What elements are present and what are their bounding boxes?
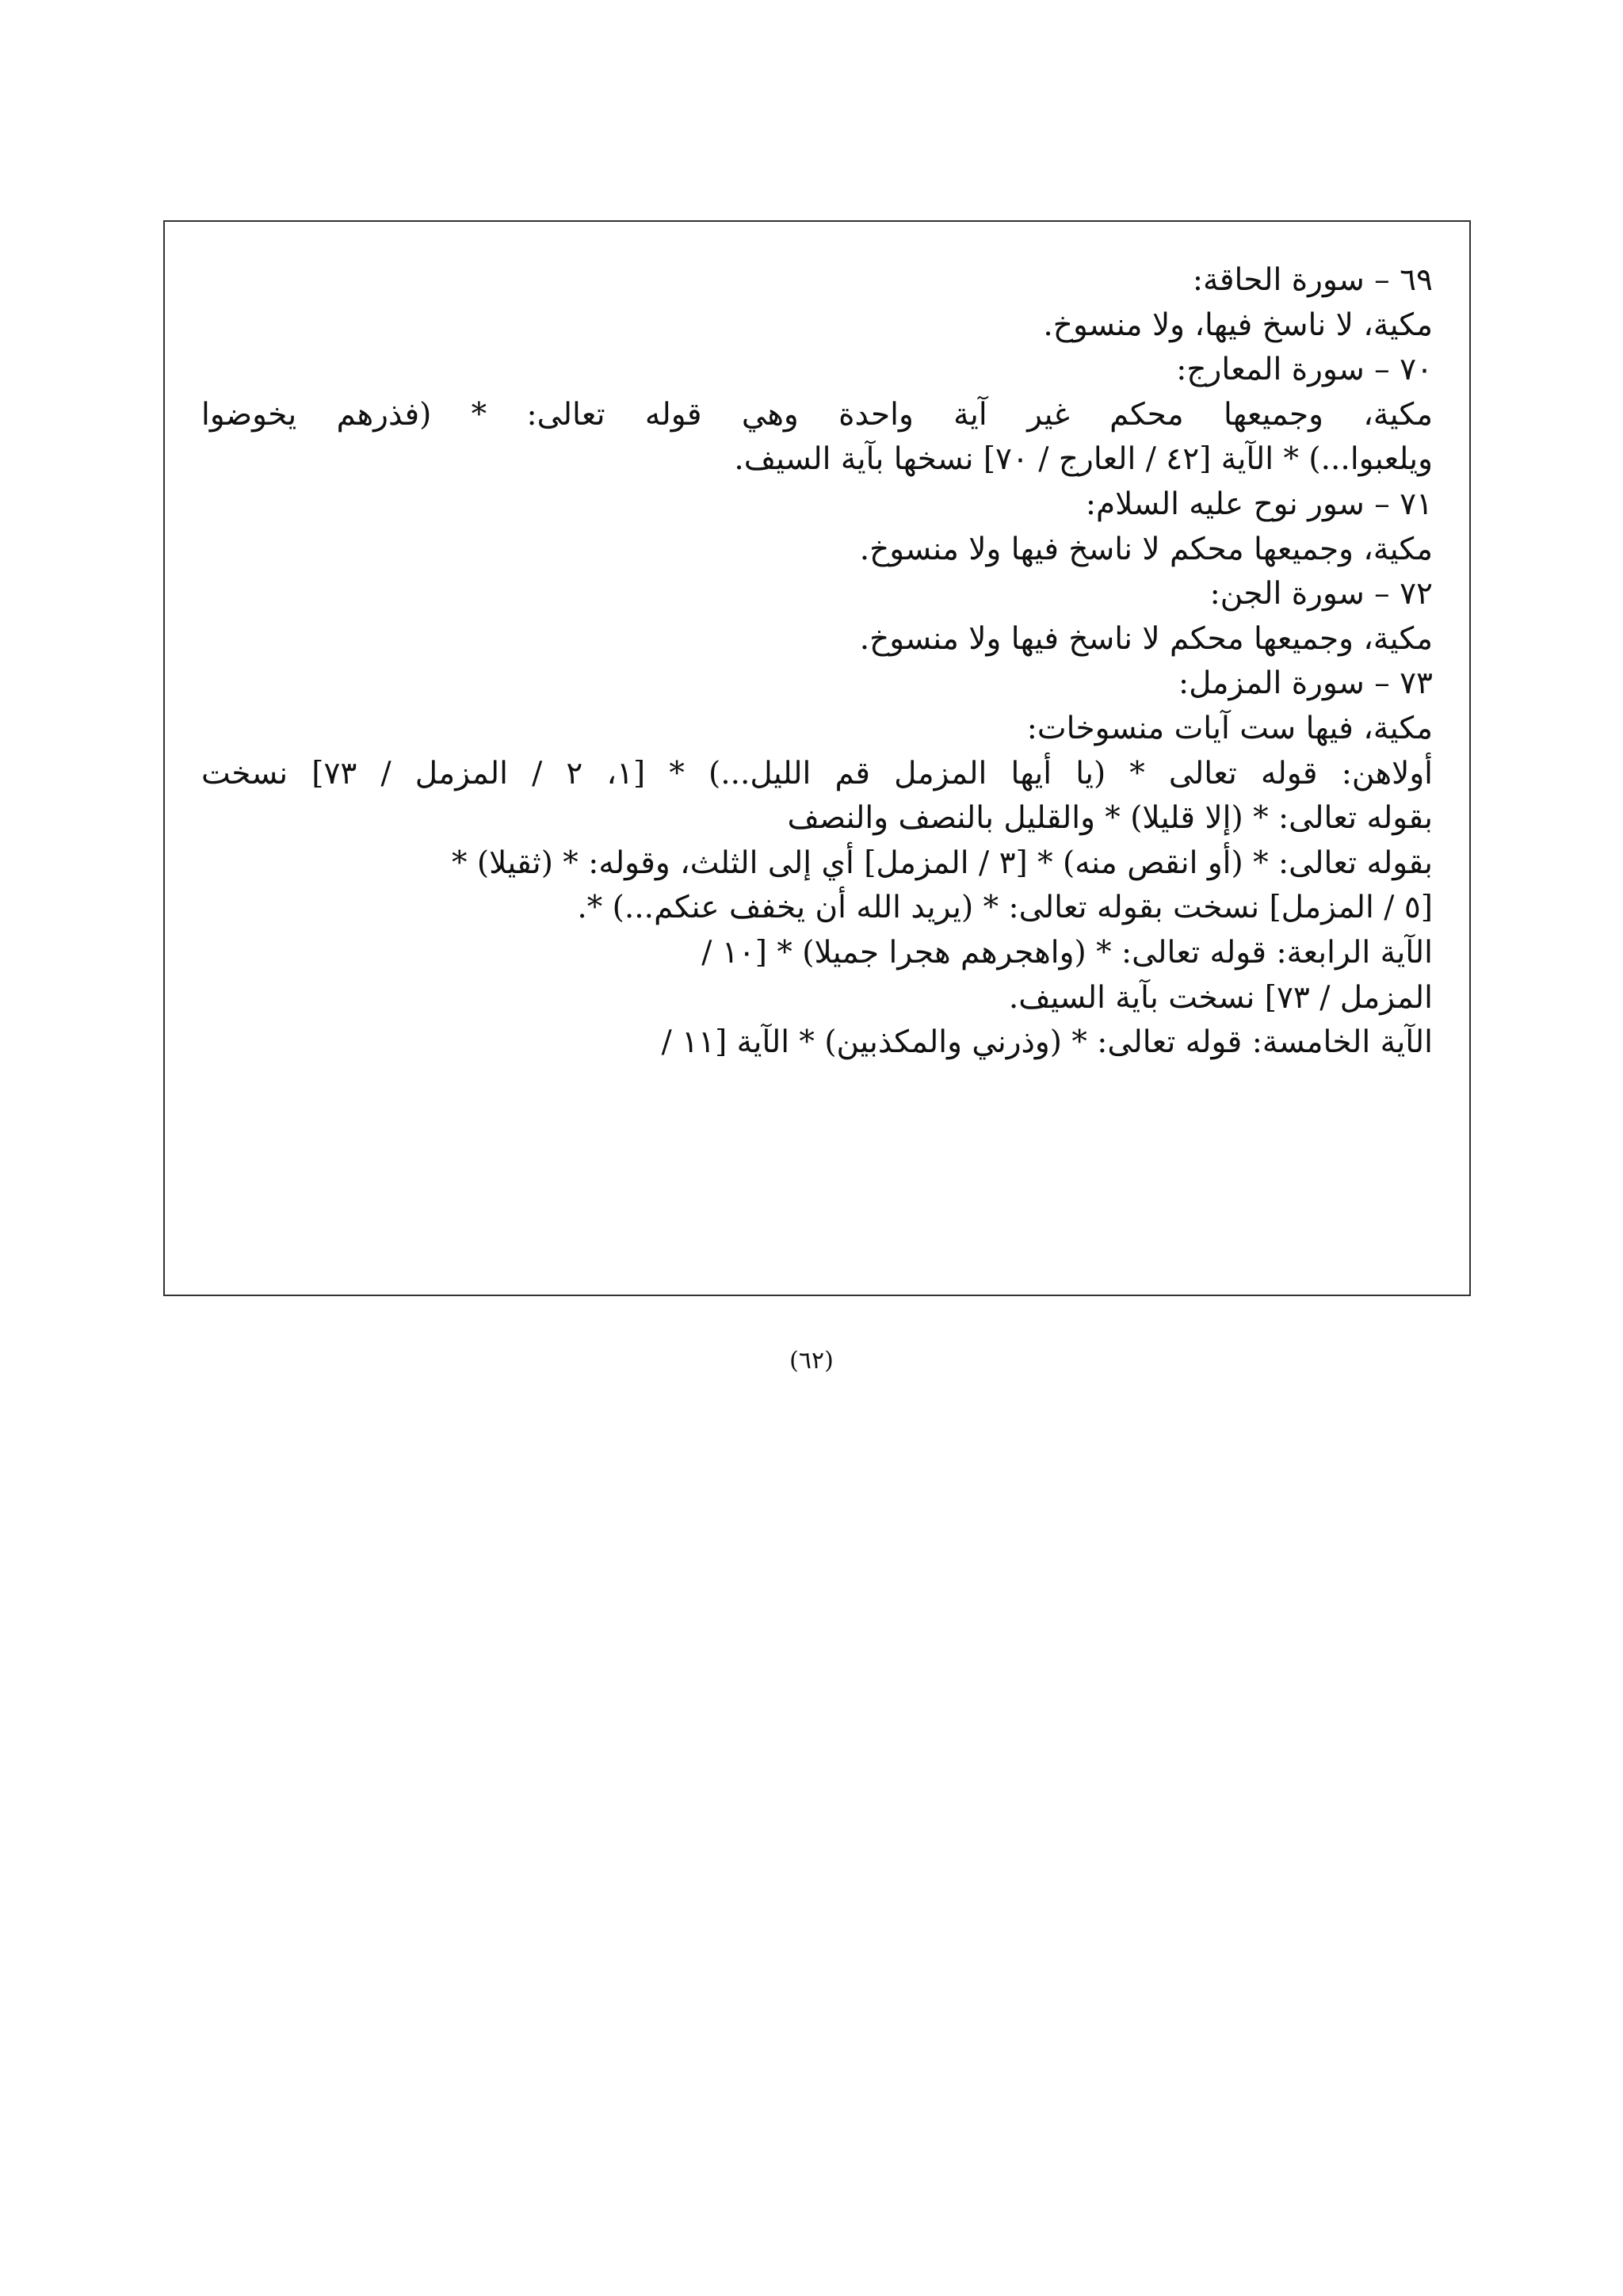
surah-heading-73: ٧٣ – سورة المزمل:: [1178, 666, 1433, 702]
text-line: مكية، وجميعها محكم لا ناسخ فيها ولا منسوخ.: [859, 620, 1433, 657]
text-line: المزمل / ٧٣] نسخت بآية السيف.: [1008, 979, 1433, 1016]
surah-heading-70: ٧٠ – سورة المعارج:: [1176, 352, 1433, 388]
text-line: مكية، فيها ست آيات منسوخات:: [1026, 710, 1433, 746]
text-line: بقوله تعالى: * (إلا قليلا) * والقليل بالنصف والنصف: [787, 800, 1433, 837]
text-line: [٥ / المزمل] نسخت بقوله تعالى: * (يريد الله أن يخفف عنكم...) *.: [577, 890, 1433, 926]
text-line: مكية، وجميعها محكم غير آية واحدة وهي قوله تعالى: * (فذرهم يخوضوا: [201, 396, 1433, 433]
text-line: أولاهن: قوله تعالى * (يا أيها المزمل قم الليل...) * [١، ٢ / المزمل / ٧٣] نسخت: [201, 755, 1433, 791]
text-line: الآية الرابعة: قوله تعالى: * (واهجرهم هجرا جميلا) * [١٠ /: [701, 934, 1433, 971]
surah-heading-71: ٧١ – سور نوح عليه السلام:: [1085, 486, 1433, 522]
text-line: بقوله تعالى: * (أو انقص منه) * [٣ / المزمل] أي إلى الثلث، وقوله: * (ثقيلا) *: [451, 845, 1433, 881]
surah-heading-72: ٧٢ – سورة الجن:: [1209, 576, 1433, 612]
text-line: مكية، وجميعها محكم لا ناسخ فيها ولا منسوخ.: [859, 531, 1433, 567]
text-line: مكية، لا ناسخ فيها، ولا منسوخ.: [1043, 307, 1433, 343]
body-text: [201, 258, 1433, 1066]
surah-heading-69: ٦٩ – سورة الحاقة:: [1192, 262, 1433, 298]
text-line: الآية الخامسة: قوله تعالى: * (وذرني والمكذبين) * الآية [١١ /: [661, 1024, 1433, 1061]
text-line: ويلعبوا...) * الآية [٤٢ / العارج / ٧٠] نسخها بآية السيف.: [734, 441, 1433, 478]
text-frame: [163, 220, 1471, 1296]
page-number: (٦٢): [789, 1347, 834, 1375]
